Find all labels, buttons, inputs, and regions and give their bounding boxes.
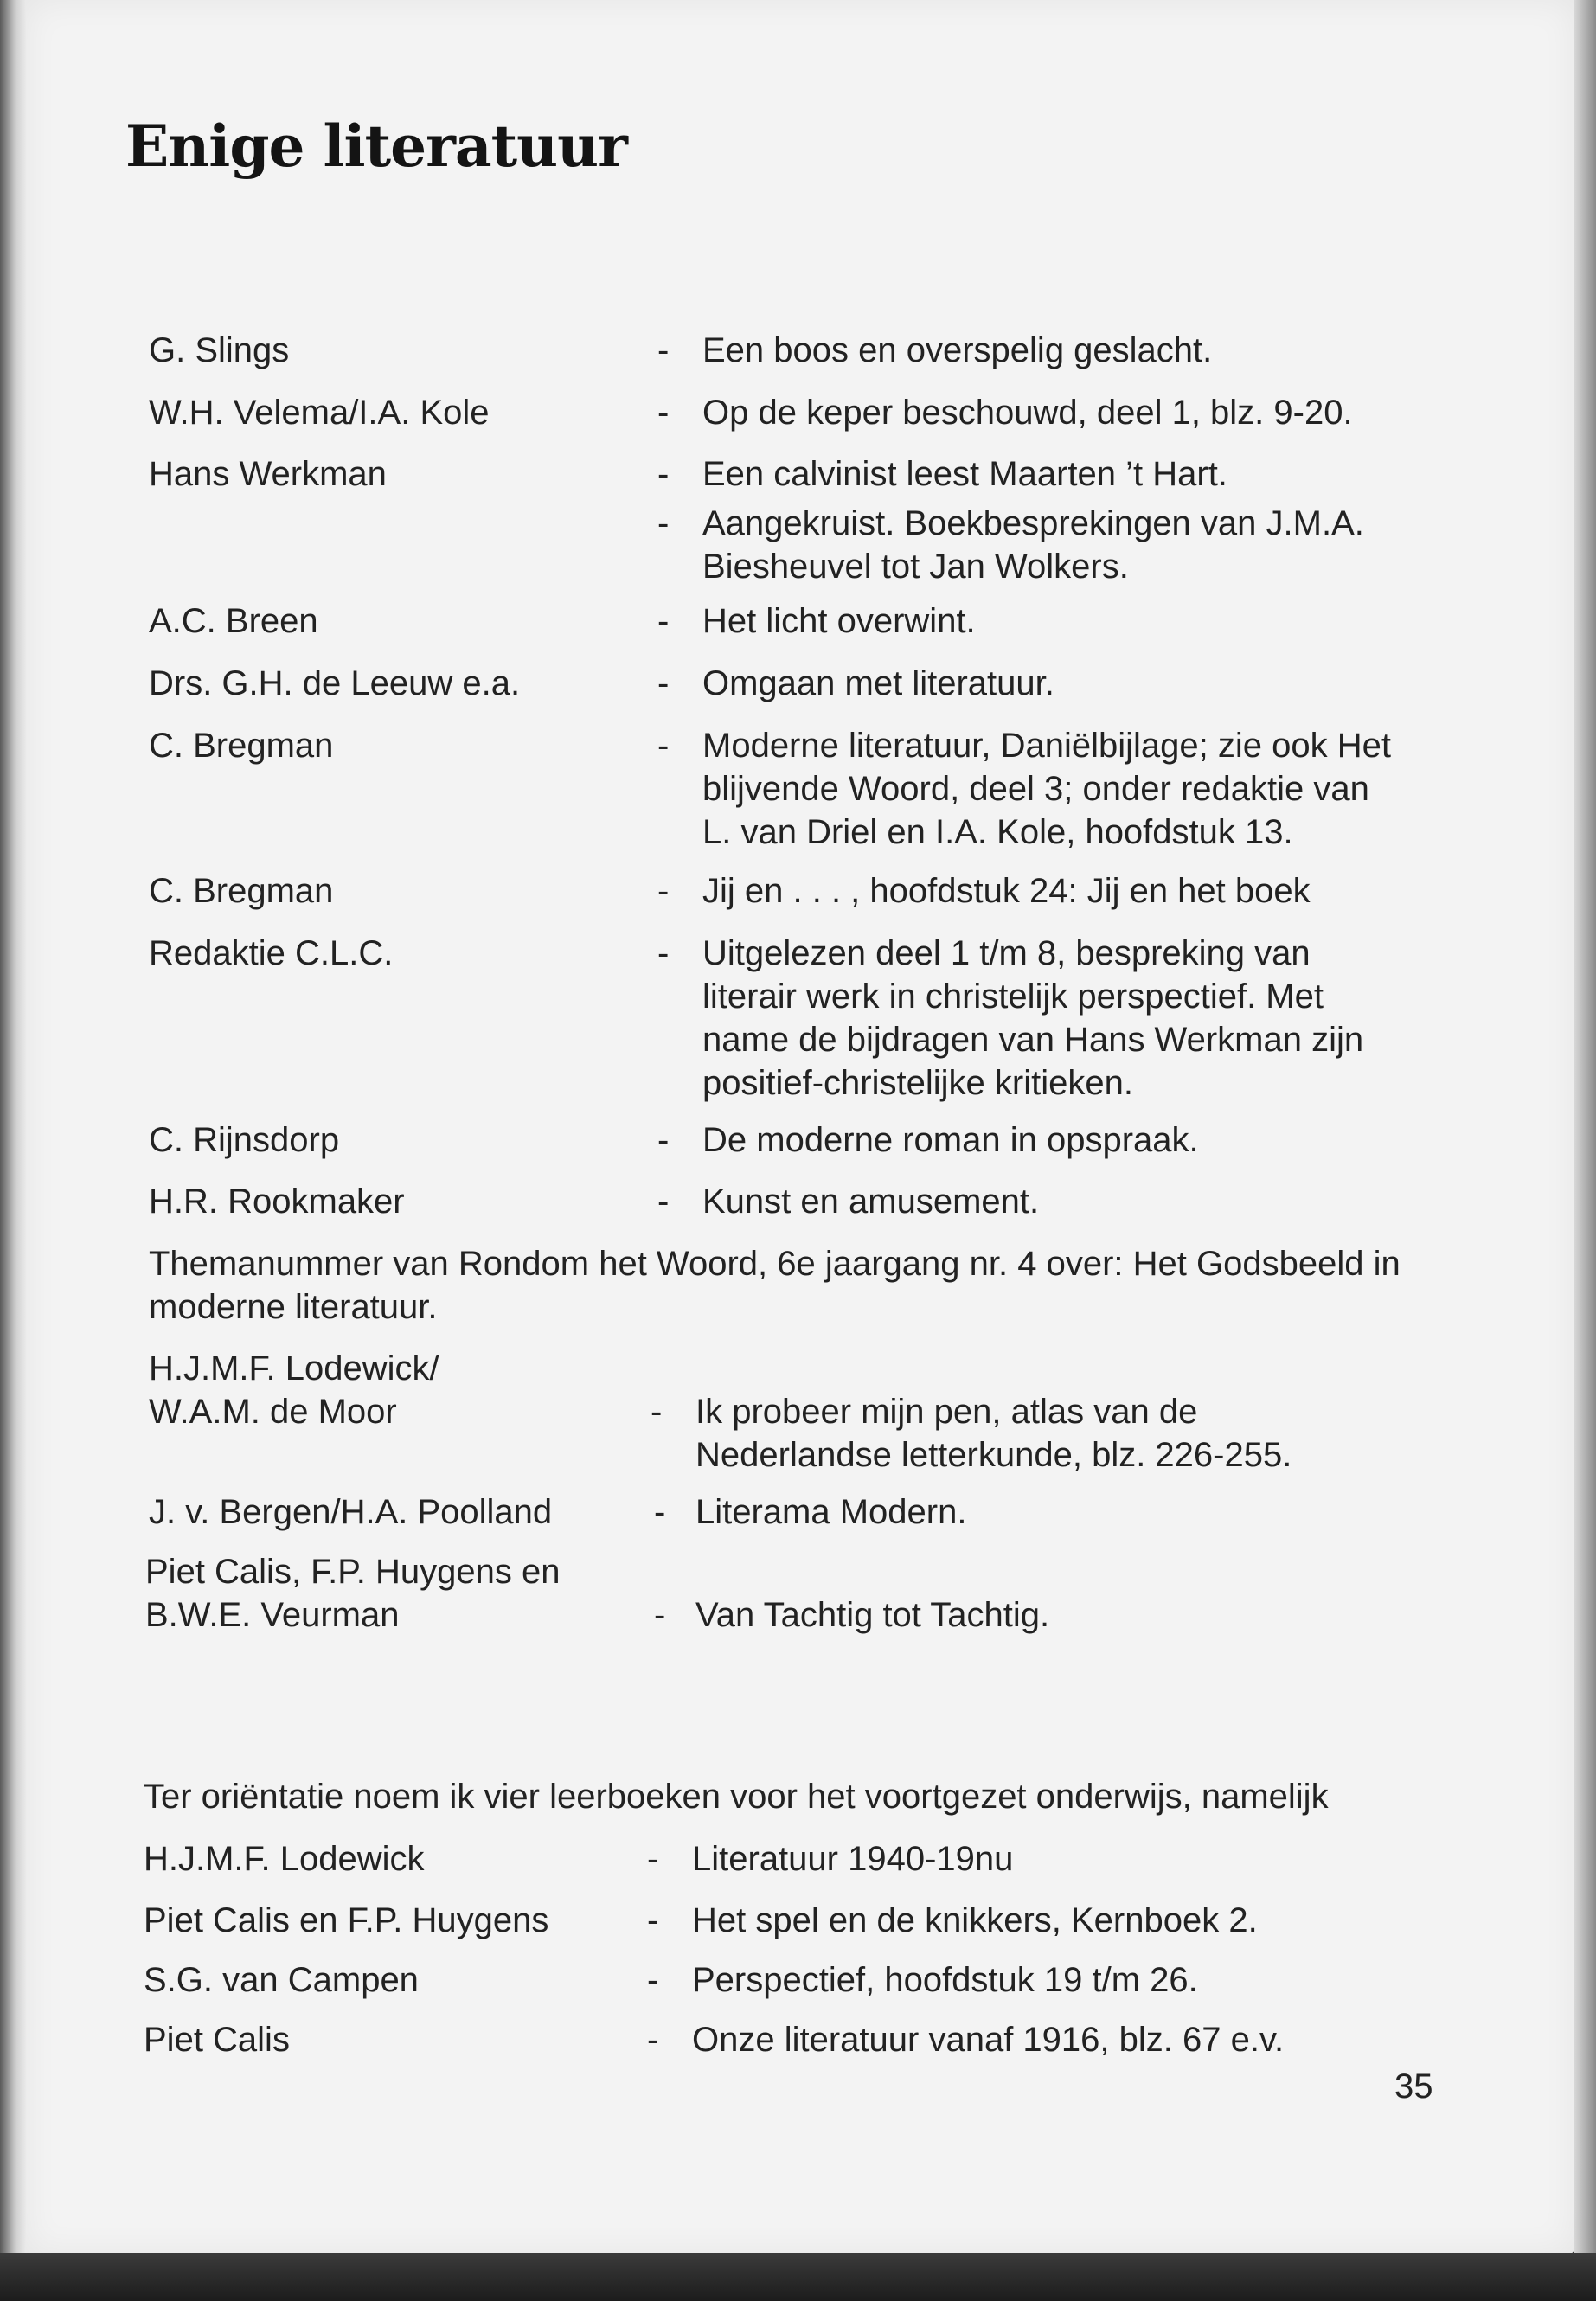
page-heading: Enige literatuur bbox=[125, 112, 627, 180]
entry-dash: - bbox=[657, 664, 670, 702]
entry-author: J. v. Bergen/H.A. Poolland bbox=[149, 1493, 553, 1531]
entry-author: Drs. G.H. de Leeuw e.a. bbox=[149, 664, 521, 702]
entry-author: G. Slings bbox=[149, 331, 290, 369]
entry-title: Ik probeer mijn pen, atlas van de Nederlandse letterkunde, blz. 226-255. bbox=[695, 1393, 1292, 1474]
textbook-author: S.G. van Campen bbox=[144, 1961, 419, 1999]
textbook-title: Perspectief, hoofdstuk 19 t/m 26. bbox=[692, 1961, 1198, 1999]
orientatie-intro: Ter oriëntatie noem ik vier leerboeken voor het voortgezet onderwijs, namelijk bbox=[144, 1778, 1329, 1816]
entry-author: Redaktie C.L.C. bbox=[149, 934, 394, 972]
themanummer-note: Themanummer van Rondom het Woord, 6e jaargang nr. 4 over: Het Godsbeeld in moderne literatuur. bbox=[149, 1245, 1401, 1326]
entry-title: Jij en . . . , hoofdstuk 24: Jij en het boek bbox=[702, 872, 1311, 910]
textbook-dash: - bbox=[647, 1901, 659, 1939]
entry-title: De moderne roman in opspraak. bbox=[702, 1121, 1199, 1159]
entry-dash: - bbox=[657, 504, 670, 542]
entry-title: Van Tachtig tot Tachtig. bbox=[695, 1596, 1050, 1634]
entry-title: Uitgelezen deel 1 t/m 8, bespreking van literair werk in christelijk perspectief. Met name de bijdragen van Hans Werkman zijn positief-christelijke kritieken. bbox=[702, 934, 1364, 1102]
entry-dash: - bbox=[657, 934, 670, 972]
entry-title: Een calvinist leest Maarten ’t Hart. bbox=[702, 455, 1227, 493]
entry-dash: - bbox=[657, 394, 670, 432]
textbook-author: H.J.M.F. Lodewick bbox=[144, 1840, 425, 1878]
entry-dash: - bbox=[654, 1596, 666, 1634]
entry-author: Hans Werkman bbox=[149, 455, 387, 493]
entry-author: C. Bregman bbox=[149, 872, 334, 910]
textbook-dash: - bbox=[647, 2021, 659, 2059]
entry-author: W.H. Velema/I.A. Kole bbox=[149, 394, 490, 432]
entry-dash: - bbox=[654, 1493, 666, 1531]
entry-title: Moderne literatuur, Daniëlbijlage; zie ook Het blijvende Woord, deel 3; onder redaktie van L. van Driel en I.A. Kole, hoofdstuk 13. bbox=[702, 727, 1391, 851]
textbook-title: Literatuur 1940-19nu bbox=[692, 1840, 1014, 1878]
bottom-shadow bbox=[0, 2253, 1596, 2301]
entry-author: Piet Calis, F.P. Huygens en B.W.E. Veurman bbox=[145, 1553, 561, 1634]
entry-title: Aangekruist. Boekbesprekingen van J.M.A. Biesheuvel tot Jan Wolkers. bbox=[702, 504, 1364, 586]
entry-author: A.C. Breen bbox=[149, 602, 318, 640]
textbook-author: Piet Calis en F.P. Huygens bbox=[144, 1901, 549, 1939]
textbook-dash: - bbox=[647, 1840, 659, 1878]
textbook-title: Onze literatuur vanaf 1916, blz. 67 e.v. bbox=[692, 2021, 1285, 2059]
page-number: 35 bbox=[1394, 2067, 1433, 2106]
entry-title: Op de keper beschouwd, deel 1, blz. 9-20. bbox=[702, 394, 1353, 432]
entry-dash: - bbox=[657, 455, 670, 493]
entry-author: H.R. Rookmaker bbox=[149, 1183, 405, 1221]
entry-title: Literama Modern. bbox=[695, 1493, 967, 1531]
entry-author: C. Bregman bbox=[149, 727, 334, 765]
entry-dash: - bbox=[657, 1183, 670, 1221]
entry-title: Kunst en amusement. bbox=[702, 1183, 1040, 1221]
entry-dash: - bbox=[651, 1393, 663, 1431]
page-edge bbox=[1574, 0, 1596, 2258]
entry-dash: - bbox=[657, 602, 670, 640]
entry-title: Een boos en overspelig geslacht. bbox=[702, 331, 1213, 369]
entry-dash: - bbox=[657, 331, 670, 369]
textbook-author: Piet Calis bbox=[144, 2021, 290, 2059]
entry-author: H.J.M.F. Lodewick/ W.A.M. de Moor bbox=[149, 1349, 439, 1431]
entry-author: C. Rijnsdorp bbox=[149, 1121, 340, 1159]
book-spine bbox=[0, 0, 26, 2301]
textbook-title: Het spel en de knikkers, Kernboek 2. bbox=[692, 1901, 1258, 1939]
entry-dash: - bbox=[657, 872, 670, 910]
entry-title: Het licht overwint. bbox=[702, 602, 976, 640]
entry-dash: - bbox=[657, 1121, 670, 1159]
entry-dash: - bbox=[657, 727, 670, 765]
entry-title: Omgaan met literatuur. bbox=[702, 664, 1054, 702]
textbook-dash: - bbox=[647, 1961, 659, 1999]
